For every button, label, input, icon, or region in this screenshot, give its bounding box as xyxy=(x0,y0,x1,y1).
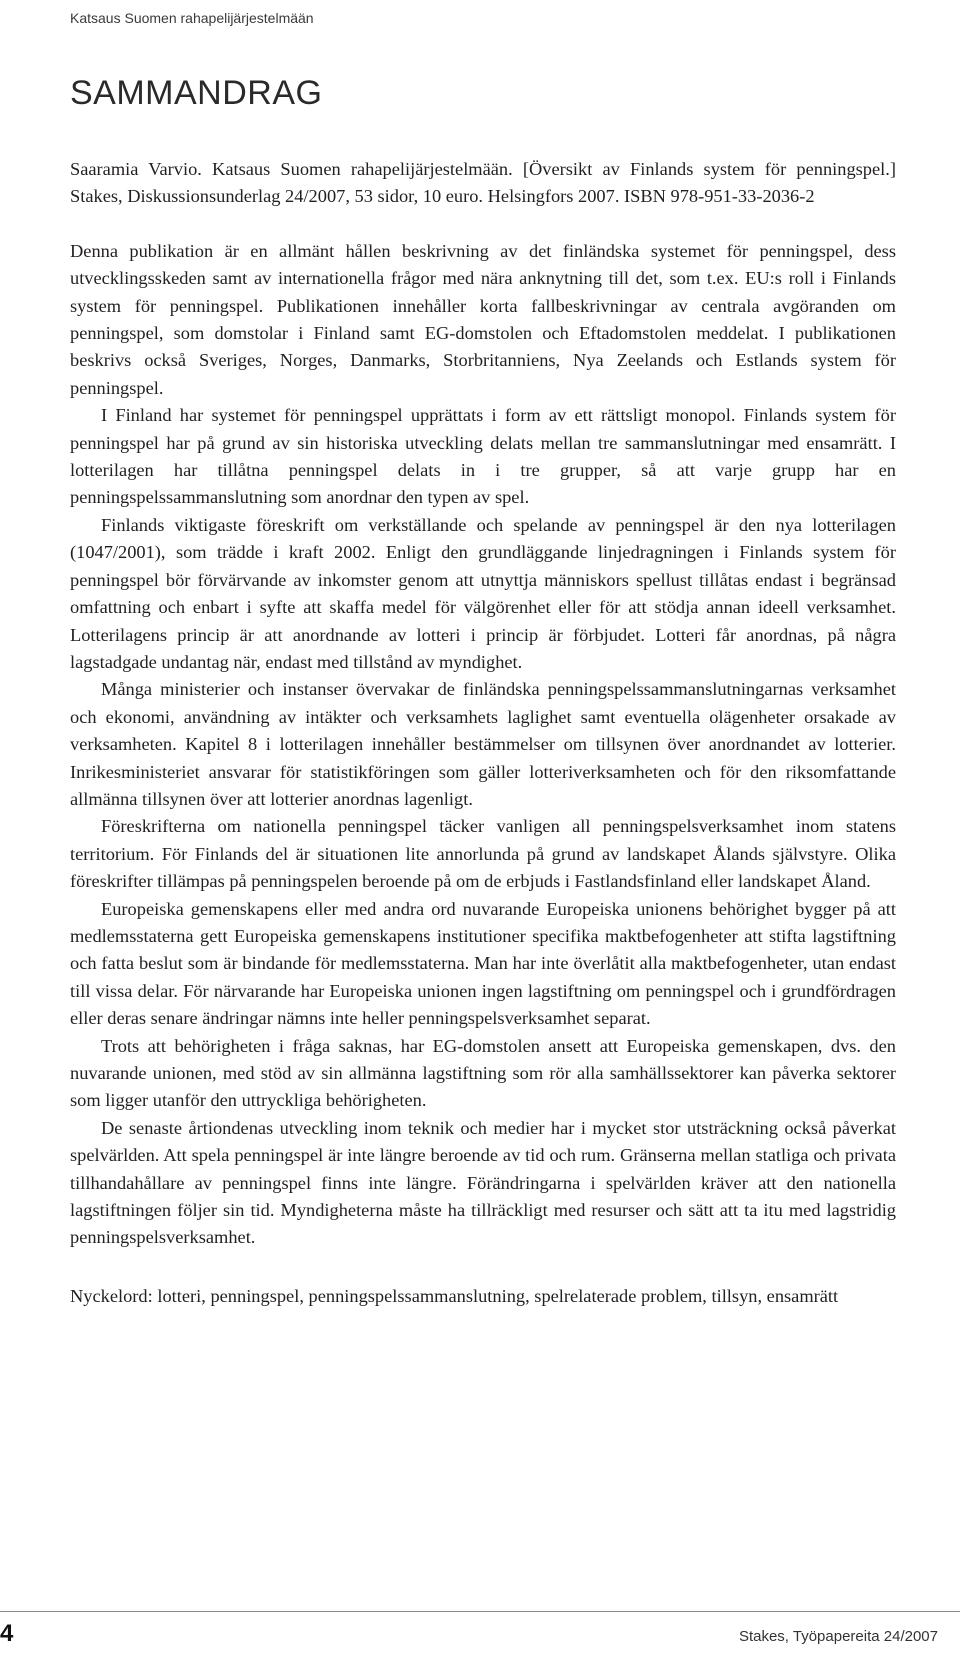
running-header: Katsaus Suomen rahapelijärjestelmään xyxy=(70,10,314,26)
footer-publication: Stakes, Työpapereita 24/2007 xyxy=(738,1628,938,1645)
abstract-paragraph: I Finland har systemet för penningspel upprättats i form av ett rättsligt monopol. Finlands system för penningspel har på grund av sin historiska utveckling delats mellan tre sammanslutningar med ensamrätt. I lotterilagen har tillåtna penningspel delats in i tre grupper, så att varje grupp har en penningspelssammanslutning som anordnar den typen av spel. xyxy=(70,405,896,508)
bibliographic-citation: Saaramia Varvio. Katsaus Suomen rahapelijärjestelmään. [Översikt av Finlands system för penningspel.] Stakes, Diskussionsunderlag 24/2007, 53 sidor, 10 euro. Helsingfors 2007. ISBN 978-951-33-2036-2 xyxy=(70,159,896,207)
abstract-paragraph: De senaste årtiondenas utveckling inom teknik och medier har i mycket stor utsträckning också påverkat spelvärlden. Att spela penningspel är inte längre beroende av tid och rum. Gränserna mellan statliga och privata tillhandahållare av penningspel finns inte längre. Förändringarna i spelvärlden kräver att den nationella lagstiftningen följer sin tid. Myndigheterna måste ha tillräckligt med resurser och sätt att ta itu med lagstridig penningspelsverksamhet. xyxy=(70,1117,896,1248)
abstract-paragraph: Denna publikation är en allmänt hållen beskrivning av det finländska systemet för penningspel, dess utvecklingsskeden samt av internationella frågor med nära anknytning till det, som t.ex. EU:s roll i Finlands system för penningspel. Publikationen innehåller korta fallbeskrivningar av centrala avgöranden om penningspel, som domstolar i Finland samt EG-domstolen och Eftadomstolen meddelat. I publikationen beskrivs också Sveriges, Norges, Danmarks, Storbritanniens, Nya Zeelands och Estlands system för penningspel. xyxy=(70,240,896,398)
page-body xyxy=(70,156,896,1310)
abstract-paragraph: Europeiska gemenskapens eller med andra ord nuvarande Europeiska unionens behörighet bygger på att medlemsstaterna gett Europeiska gemenskapens institutioner specifika maktbefogenheter att stifta lagstiftning och fatta beslut som är bindande för medlemsstaterna. Man har inte överlåtit alla maktbefogenheter, utan endast till vissa delar. För närvarande har Europeiska unionen ingen lagstiftning om penningspel och i grundfördragen eller deras senare ändringar nämns inte heller penningspelsverksamhet separat. xyxy=(70,898,896,1029)
section-title: SAMMANDRAG xyxy=(70,74,323,112)
keywords: Nyckelord: lotteri, penningspel, penningspelssammanslutning, spelrelaterade problem, tillsyn, ensamrätt xyxy=(70,1285,839,1306)
footer-divider xyxy=(0,1611,960,1612)
abstract-paragraph: Finlands viktigaste föreskrift om verkställande och spelande av penningspel är den nya lotterilagen (1047/2001), som trädde i kraft 2002. Enligt den grundläggande linjedragningen i Finlands system för penningspel bör förvärvande av inkomster genom att utnyttja människors spellust tillåtas endast i begränsad omfattning och enbart i syfte att skaffa medel för välgörenhet eller för att stödja annan ideell verksamhet. Lotterilagens princip är att anordnande av lotteri i princip är förbjudet. Lotteri får anordnas, på några lagstadgade undantag när, endast med tillstånd av myndighet. xyxy=(70,514,896,672)
abstract xyxy=(70,238,896,1252)
page-number: 4 xyxy=(0,1620,14,1647)
abstract-paragraph: Många ministerier och instanser övervakar de finländska penningspelssammanslutningarnas verksamhet och ekonomi, användning av intäkter och verksamhets laglighet samt eventuella olägenheter orsakade av verksamheten. Kapitel 8 i lotterilagen innehåller bestämmelser om tillsynen över anordnandet av lotterier. Inrikesministeriet ansvarar för statistikföringen som gäller lotteriverksamheten och för den riksomfattande allmänna tillsynen över att lotterier anordnas lagenligt. xyxy=(70,679,896,809)
abstract-paragraph: Föreskrifterna om nationella penningspel täcker vanligen all penningspelsverksamhet inom statens territorium. För Finlands del är situationen lite annorlunda på grund av landskapet Ålands självstyre. Olika föreskrifter tillämpas på penningspelen beroende på om de erbjuds i Fastlandsfinland eller landskapet Åland. xyxy=(70,816,896,892)
abstract-paragraph: Trots att behörigheten i fråga saknas, har EG-domstolen ansett att Europeiska gemenskapen, dvs. den nuvarande unionen, med stöd av sin allmänna lagstiftning som rör alla samhällssektorer kan påverka sektorer som ligger utanför den uttryckliga behörigheten. xyxy=(70,1035,896,1111)
